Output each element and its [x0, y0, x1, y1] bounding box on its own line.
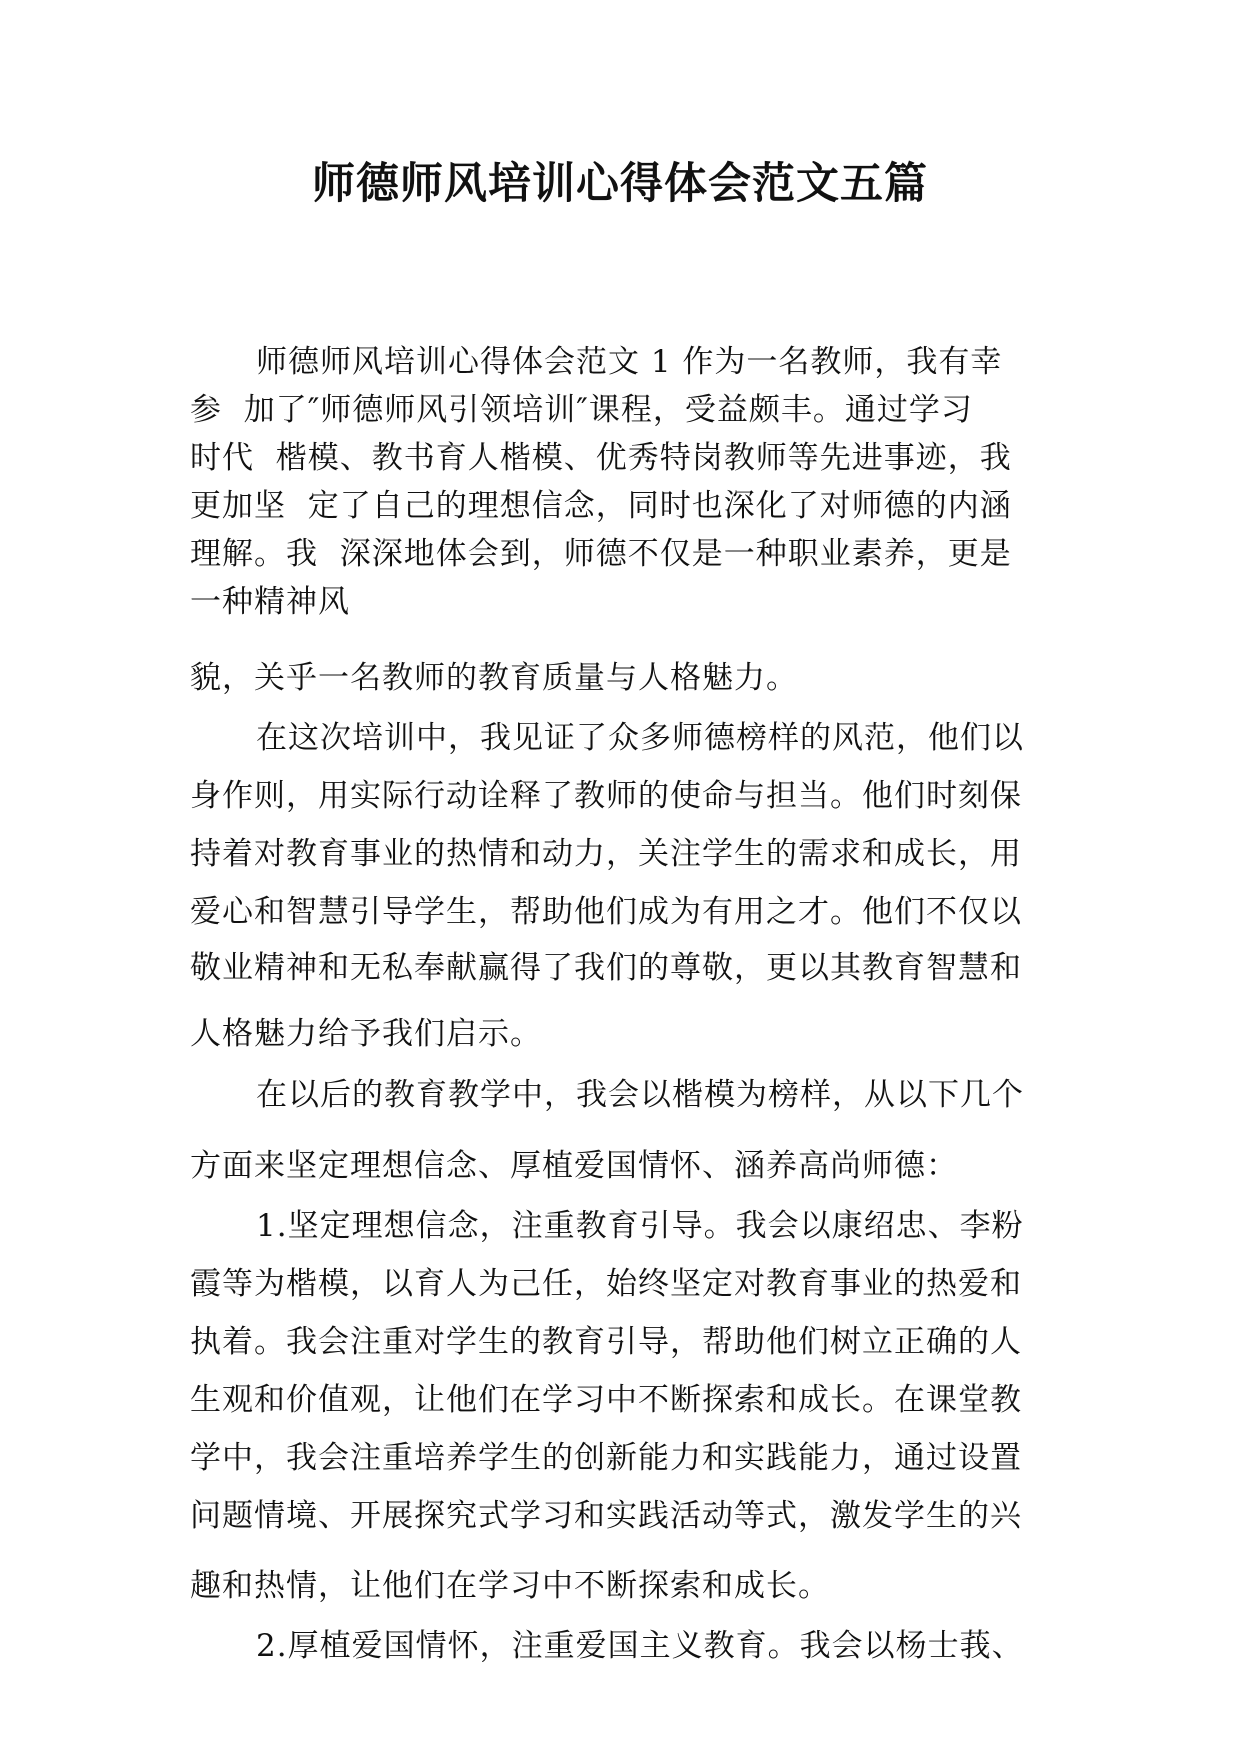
text-line: 敬业精神和无私奉献赢得了我们的尊敬，更以其教育智慧和: [190, 950, 1022, 986]
text-line: 时代 楷模、教书育人楷模、优秀特岗教师等先进事迹，我: [190, 440, 1012, 476]
text-line: 在以后的教育教学中，我会以楷模为榜样，从以下几个: [256, 1077, 1024, 1113]
text-line: 师德师风培训心得体会范文 1 作为一名教师，我有幸: [256, 344, 1003, 380]
text-line: 理解。我 深深地体会到，师德不仅是一种职业素养，更是: [190, 536, 1012, 572]
text-line: 持着对教育事业的热情和动力，关注学生的需求和成长，用: [190, 836, 1022, 872]
text-line: 问题情境、开展探究式学习和实践活动等式，激发学生的兴: [190, 1498, 1022, 1534]
text-line: 趣和热情，让他们在学习中不断探索和成长。: [190, 1568, 830, 1604]
text-line: 貌，关乎一名教师的教育质量与人格魅力。: [190, 660, 798, 696]
text-line: 1.坚定理想信念，注重教育引导。我会以康绍忠、李粉: [256, 1208, 1024, 1244]
text-line: 更加坚 定了自己的理想信念，同时也深化了对师德的内涵: [190, 488, 1012, 524]
text-line: 身作则，用实际行动诠释了教师的使命与担当。他们时刻保: [190, 778, 1022, 814]
text-line: 参 加了″师德师风引领培训″课程，受益颇丰。通过学习: [190, 392, 973, 428]
text-line: 一种精神风: [190, 584, 350, 620]
text-line: 方面来坚定理想信念、厚植爱国情怀、涵养高尚师德：: [190, 1148, 958, 1184]
text-line: 霞等为楷模，以育人为己任，始终坚定对教育事业的热爱和: [190, 1266, 1022, 1302]
text-line: 在这次培训中，我见证了众多师德榜样的风范，他们以: [256, 720, 1024, 756]
text-line: 生观和价值观，让他们在学习中不断探索和成长。在课堂教: [190, 1382, 1022, 1418]
text-line: 爱心和智慧引导学生，帮助他们成为有用之才。他们不仅以: [190, 894, 1022, 930]
text-line: 2.厚植爱国情怀，注重爱国主义教育。我会以杨士莪、: [256, 1628, 1024, 1664]
document-title: 师德师风培训心得体会范文五篇: [312, 159, 928, 209]
text-line: 人格魅力给予我们启示。: [190, 1016, 542, 1052]
text-line: 执着。我会注重对学生的教育引导，帮助他们树立正确的人: [190, 1324, 1022, 1360]
text-line: 学中，我会注重培养学生的创新能力和实践能力，通过设置: [190, 1440, 1022, 1476]
